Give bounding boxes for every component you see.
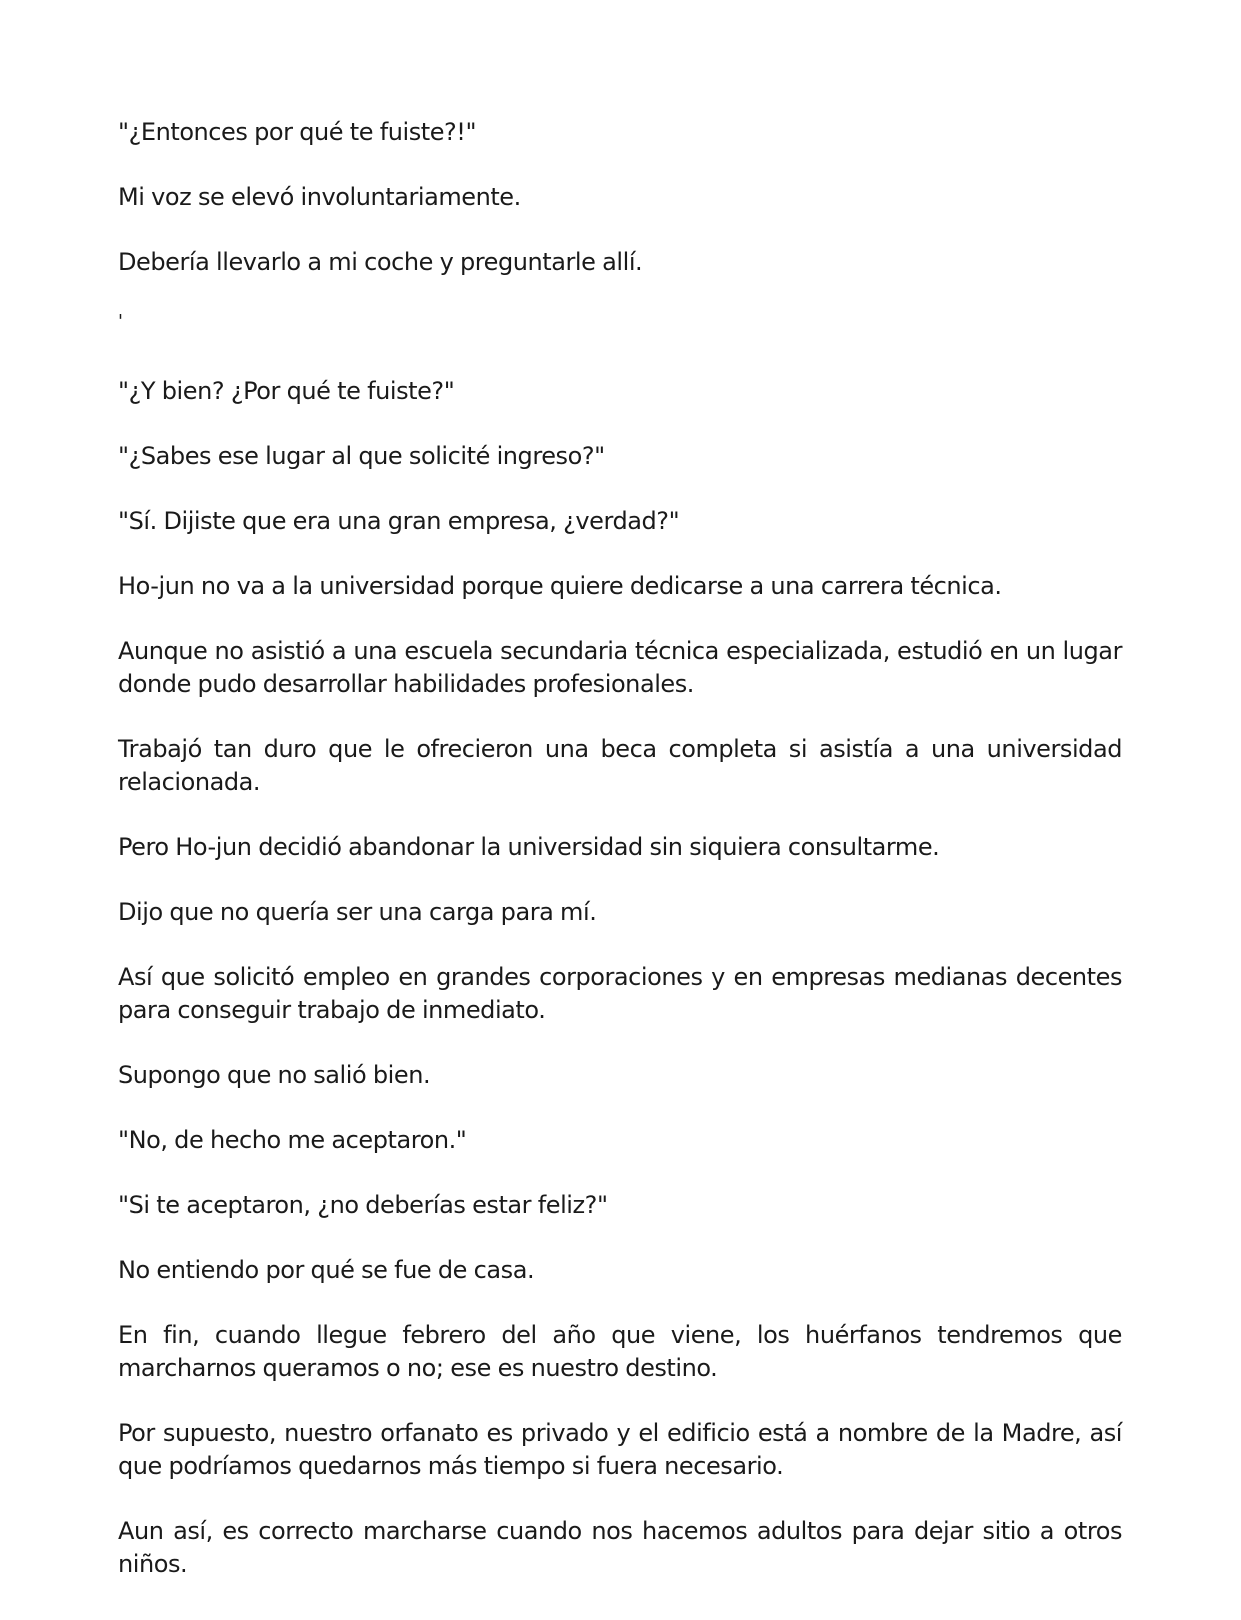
paragraph: Ho-jun no va a la universidad porque quiere dedicarse a una carrera técnica. [118, 572, 1002, 600]
paragraph: No entiendo por qué se fue de casa. [118, 1256, 535, 1284]
paragraph: Aunque no asistió a una escuela secundaria técnica especializada, estudió en un lugar donde pudo desarrollar habilidades profesionales. [118, 637, 1122, 698]
paragraph: "¿Entonces por qué te fuiste?!" [118, 118, 477, 146]
paragraph: Aun así, es correcto marcharse cuando nos hacemos adultos para dejar sitio a otros niños. [118, 1517, 1122, 1578]
stray-mark: ' [118, 311, 123, 332]
paragraph: "Si te aceptaron, ¿no deberías estar feliz?" [118, 1191, 608, 1219]
paragraph: Supongo que no salió bien. [118, 1061, 431, 1089]
paragraph: Así que solicitó empleo en grandes corporaciones y en empresas medianas decentes para conseguir trabajo de inmediato. [118, 963, 1122, 1024]
paragraph: "¿Y bien? ¿Por qué te fuiste?" [118, 377, 455, 405]
paragraph: Dijo que no quería ser una carga para mí. [118, 898, 597, 926]
paragraph: "No, de hecho me aceptaron." [118, 1126, 467, 1154]
paragraph: Pero Ho-jun decidió abandonar la universidad sin siquiera consultarme. [118, 833, 940, 861]
paragraph: "¿Sabes ese lugar al que solicité ingreso?" [118, 442, 605, 470]
paragraph: Por supuesto, nuestro orfanato es privado y el edificio está a nombre de la Madre, así que podríamos quedarnos más tiempo si fuera necesario. [118, 1419, 1122, 1480]
paragraph: Trabajó tan duro que le ofrecieron una beca completa si asistía a una universidad relacionada. [118, 735, 1122, 796]
paragraph: Mi voz se elevó involuntariamente. [118, 183, 521, 211]
paragraph: "Sí. Dijiste que era una gran empresa, ¿verdad?" [118, 507, 680, 535]
paragraph: En fin, cuando llegue febrero del año que viene, los huérfanos tendremos que marcharnos queramos o no; ese es nuestro destino. [118, 1321, 1122, 1382]
paragraph: Debería llevarlo a mi coche y preguntarle allí. [118, 248, 643, 276]
body-text [118, 116, 1122, 1613]
